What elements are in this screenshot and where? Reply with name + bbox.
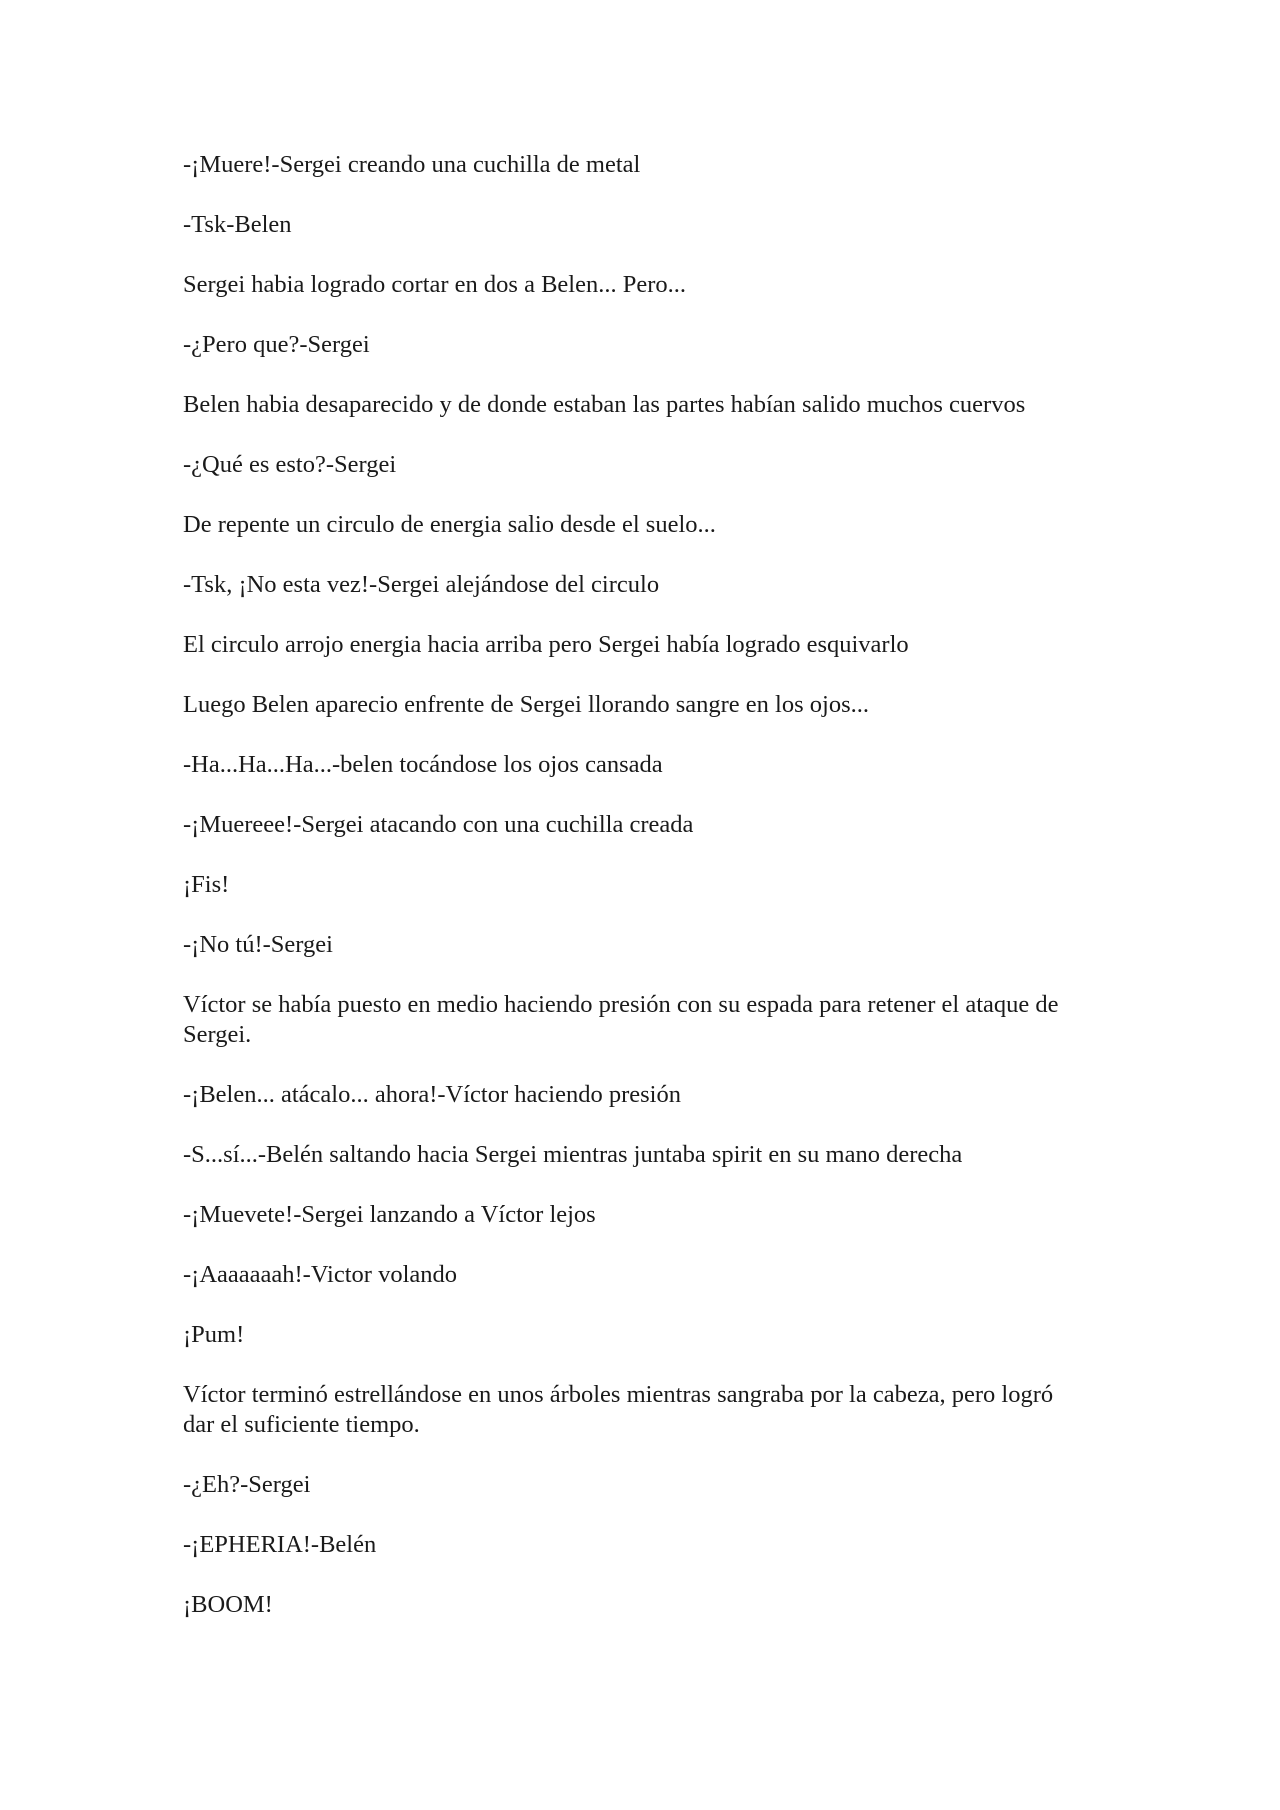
document-body (183, 150, 1083, 1650)
paragraph: -¿Pero que?-Sergei (183, 331, 370, 358)
paragraph: -¡Belen... atácalo... ahora!-Víctor haciendo presión (183, 1081, 681, 1108)
paragraph: -Ha...Ha...Ha...-belen tocándose los ojos cansada (183, 751, 663, 778)
paragraph: ¡BOOM! (183, 1591, 273, 1618)
paragraph: ¡Fis! (183, 871, 230, 898)
paragraph: Luego Belen aparecio enfrente de Sergei llorando sangre en los ojos... (183, 691, 869, 718)
paragraph: -¡Aaaaaaah!-Victor volando (183, 1261, 457, 1288)
paragraph: -¡EPHERIA!-Belén (183, 1531, 377, 1558)
paragraph: De repente un circulo de energia salio desde el suelo... (183, 511, 716, 538)
paragraph: -Tsk, ¡No esta vez!-Sergei alejándose del circulo (183, 571, 660, 598)
paragraph: Víctor se había puesto en medio haciendo presión con su espada para retener el ataque de Sergei. (183, 991, 1059, 1048)
paragraph: Víctor terminó estrellándose en unos árboles mientras sangraba por la cabeza, pero logró dar el suficiente tiempo. (183, 1381, 1054, 1438)
paragraph: -¡Muevete!-Sergei lanzando a Víctor lejos (183, 1201, 596, 1228)
paragraph: -¡Muere!-Sergei creando una cuchilla de metal (183, 151, 641, 178)
paragraph: -S...sí...-Belén saltando hacia Sergei mientras juntaba spirit en su mano derecha (183, 1141, 963, 1168)
paragraph: -Tsk-Belen (183, 211, 292, 238)
paragraph: Belen habia desaparecido y de donde estaban las partes habían salido muchos cuervos (183, 391, 1026, 418)
paragraph: -¿Eh?-Sergei (183, 1471, 311, 1498)
paragraph: -¡Muereee!-Sergei atacando con una cuchilla creada (183, 811, 694, 838)
paragraph: Sergei habia logrado cortar en dos a Belen... Pero... (183, 271, 687, 298)
paragraph: El circulo arrojo energia hacia arriba pero Sergei había logrado esquivarlo (183, 631, 909, 658)
paragraph: -¿Qué es esto?-Sergei (183, 451, 397, 478)
paragraph: -¡No tú!-Sergei (183, 931, 333, 958)
paragraph: ¡Pum! (183, 1321, 245, 1348)
